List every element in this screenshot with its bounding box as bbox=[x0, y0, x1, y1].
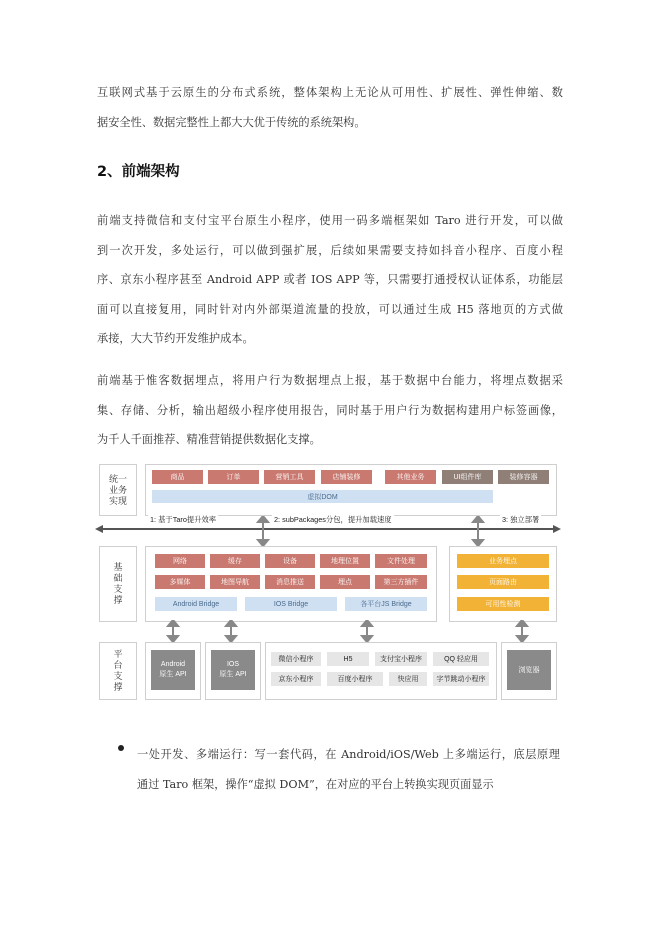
bullet-paragraph bbox=[137, 740, 560, 799]
miniprogram-frame bbox=[265, 642, 497, 700]
miniprogram-chip: 微信小程序 bbox=[271, 652, 321, 666]
paragraph-line: 到一次开发，多处运行，可以做到强扩展，后续如果需要支持如抖音小程序、百度小程 bbox=[97, 243, 563, 257]
side-label-foundation: 基 础 支 撑 bbox=[99, 546, 137, 622]
module-chip: 营销工具 bbox=[264, 470, 315, 484]
axis-label: 1: 基于Taro提升效率 bbox=[150, 515, 217, 524]
connector-arrows bbox=[95, 516, 561, 546]
frontend-paragraph bbox=[97, 206, 563, 354]
miniprogram-chip: 百度小程序 bbox=[327, 672, 383, 686]
bridge-chip: 各平台JS Bridge bbox=[345, 597, 427, 611]
tracking-paragraph bbox=[97, 366, 563, 455]
foundation-chip: 埋点 bbox=[320, 575, 370, 589]
miniprogram-chip: 快应用 bbox=[389, 672, 427, 686]
foundation-chip: 缓存 bbox=[210, 554, 260, 568]
foundation-chip: 地图导航 bbox=[210, 575, 260, 589]
ios-api-box: IOS 原生 API bbox=[211, 650, 255, 690]
module-chip: 店铺装修 bbox=[321, 470, 372, 484]
paragraph-line: 面可以直接复用，同时针对内外部渠道流量的投放，可以通过生成 H5 落地页的方式做 bbox=[97, 302, 563, 316]
paragraph-line: 为千人千面推荐、精准营销提供数据化支撑。 bbox=[97, 433, 321, 446]
foundation-chip: 多媒体 bbox=[155, 575, 205, 589]
paragraph-line: 前端支持微信和支付宝平台原生小程序，使用一码多端框架如 Taro 进行开发，可以做 bbox=[97, 214, 563, 227]
bridge-chip: Android Bridge bbox=[155, 597, 237, 611]
miniprogram-chip: 支付宝小程序 bbox=[375, 652, 427, 666]
bullet-line: 一处开发、多端运行：写一套代码，在 Android/iOS/Web 上多端运行，底层原理 bbox=[137, 748, 560, 761]
module-chip: 其他业务 bbox=[385, 470, 436, 484]
miniprogram-chip: H5 bbox=[327, 652, 369, 666]
module-chip: 订单 bbox=[208, 470, 259, 484]
miniprogram-chip: 京东小程序 bbox=[271, 672, 321, 686]
miniprogram-chip: QQ 轻应用 bbox=[433, 652, 489, 666]
foundation-chip: 第三方插件 bbox=[375, 575, 427, 589]
axis-label: 2: subPackages分包，提升加载速度 bbox=[274, 515, 392, 524]
deploy-chip: 业务埋点 bbox=[457, 554, 549, 568]
foundation-chip: 地理位置 bbox=[320, 554, 370, 568]
paragraph-line: 承接，大大节约开发维护成本。 bbox=[97, 332, 254, 345]
intro-line: 互联网式基于云原生的分布式系统，整体架构上无论从可用性、扩展性、弹性伸缩、数 bbox=[97, 86, 563, 99]
connector-arrows bbox=[95, 620, 561, 642]
paragraph-line: 序、京东小程序甚至 Android APP 或者 IOS APP 等，只需要打通授权认证体系，功能层 bbox=[97, 273, 563, 286]
bullet-line: 通过 Taro 框架，操作“虚拟 DOM”，在对应的平台上转换实现页面显示 bbox=[137, 777, 494, 791]
module-chip: 商品 bbox=[152, 470, 203, 484]
android-api-box: Android 原生 API bbox=[151, 650, 195, 690]
section-heading: 2、前端架构 bbox=[97, 164, 180, 180]
foundation-chip: 文件处理 bbox=[375, 554, 427, 568]
deploy-chip: 页面路由 bbox=[457, 575, 549, 589]
foundation-chip: 网络 bbox=[155, 554, 205, 568]
module-chip: UI组件库 bbox=[442, 470, 493, 484]
bullet-dot bbox=[118, 745, 124, 751]
foundation-chip: 消息推送 bbox=[265, 575, 315, 589]
module-chip: 装修容器 bbox=[498, 470, 549, 484]
paragraph-line: 前端基于惟客数据埋点，将用户行为数据埋点上报，基于数据中台能力，将埋点数据采 bbox=[97, 374, 563, 387]
intro-paragraph bbox=[97, 78, 563, 137]
side-label-business: 统一 业务 实现 bbox=[99, 464, 137, 516]
miniprogram-chip: 字节跳动小程序 bbox=[433, 672, 489, 686]
deploy-chip: 可用性检测 bbox=[457, 597, 549, 611]
intro-line: 据安全性、数据完整性上都大大优于传统的系统架构。 bbox=[97, 115, 366, 129]
virtual-dom-bar: 虚拟DOM bbox=[152, 490, 493, 503]
axis-label: 3: 独立部署 bbox=[502, 515, 540, 524]
foundation-chip: 设备 bbox=[265, 554, 315, 568]
architecture-diagram bbox=[95, 460, 561, 701]
browser-box: 浏览器 bbox=[507, 650, 551, 690]
bridge-chip: IOS Bridge bbox=[245, 597, 337, 611]
side-label-platform: 平 台 支 撑 bbox=[99, 642, 137, 700]
paragraph-line: 集、存储、分析，输出超级小程序使用报告，同时基于用户行为数据构建用户标签画像， bbox=[97, 403, 563, 417]
